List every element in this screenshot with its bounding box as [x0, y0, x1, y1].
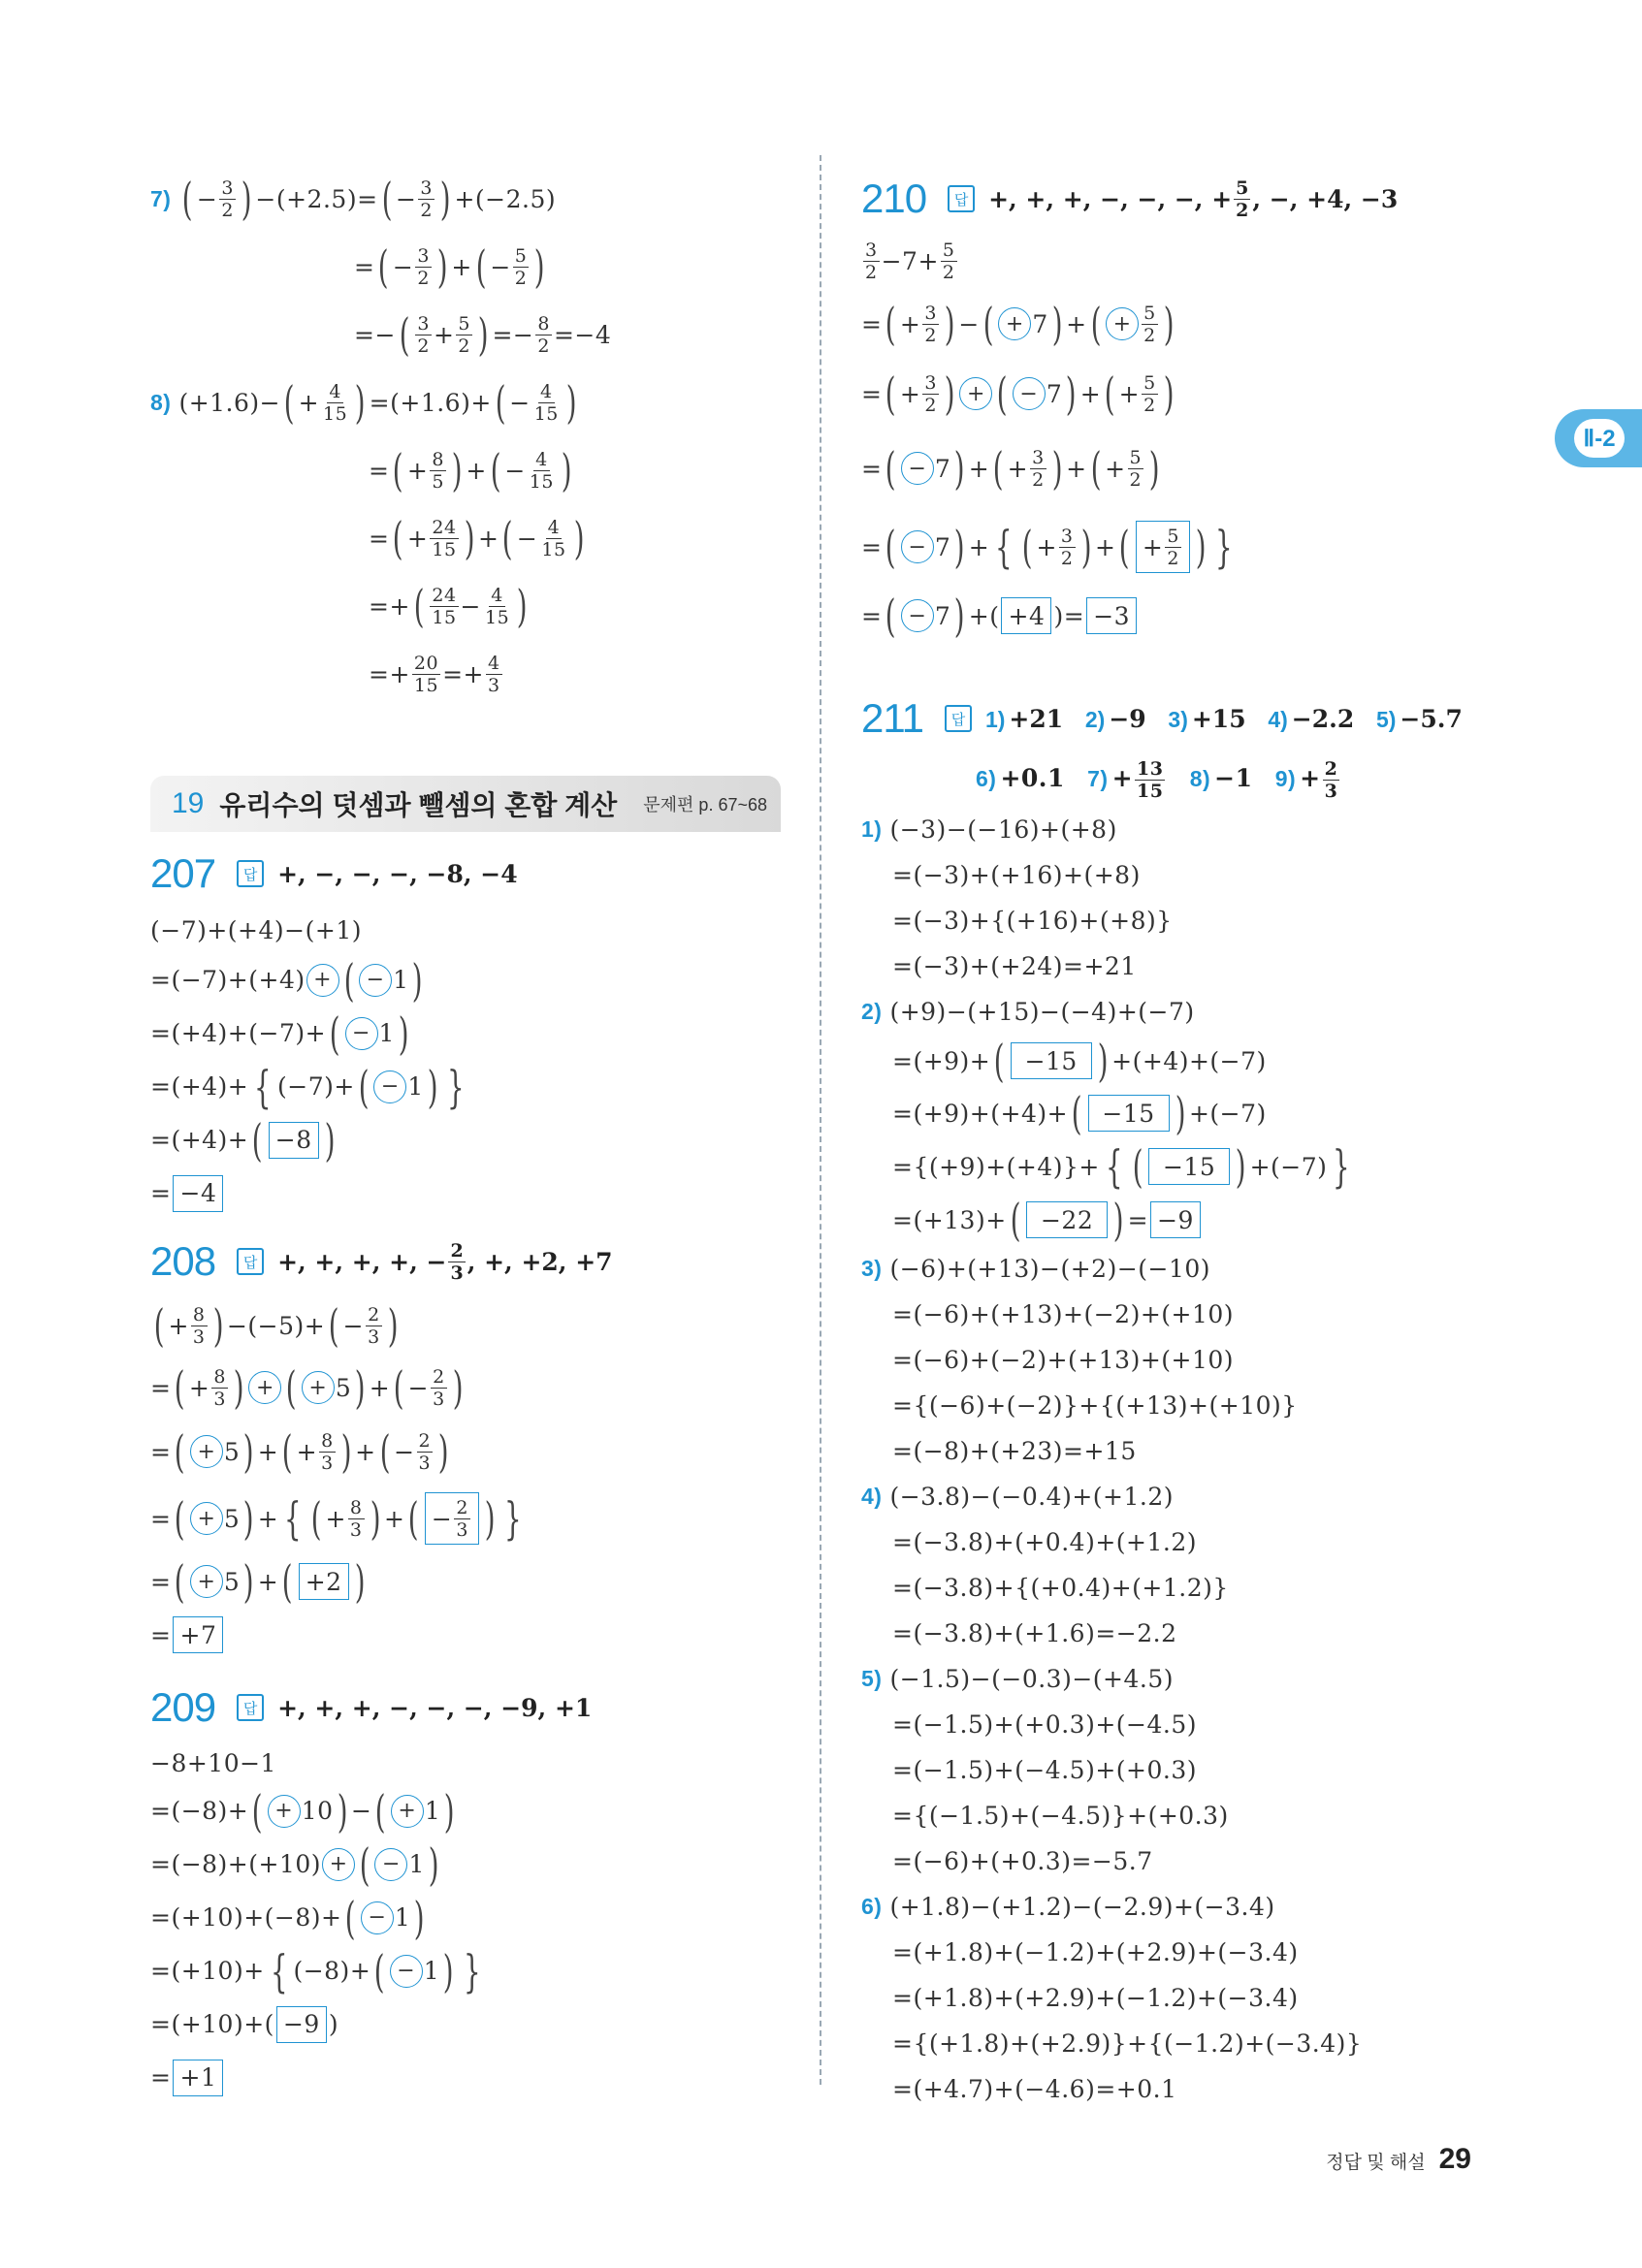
sub-label-7: 7)	[150, 185, 172, 211]
solution-line: = ( − 7 ) +( +4 )= −3	[861, 586, 1579, 646]
expr: =(−1.5)+(+0.3)+(−4.5)	[892, 1710, 1197, 1739]
answer-frac-denominator: 3	[1324, 780, 1338, 802]
section-title: 유리수의 덧셈과 뺄셈의 혼합 계산	[219, 790, 618, 820]
solution-line: 8) (+1.6)− ( + $\frac{4}{15}$ ) =(+1.6)+ ( − $\frac{4}{15}$ )	[150, 376, 577, 429]
solution-line: =+ $\frac{20}{15}$ =+ $\frac{4}{3}$	[369, 652, 500, 696]
expr: (+9)−(+15)−(−4)+(−7)	[889, 998, 1195, 1026]
expr: (−6)+(+13)−(+2)−(−10)	[889, 1255, 1211, 1283]
solution-line	[861, 1611, 1579, 1656]
problem-211-header	[861, 685, 1579, 752]
expr: (+1.8)−(+1.2)−(−2.9)+(−3.4)	[889, 1893, 1275, 1921]
solution-line	[861, 898, 1579, 943]
right-column	[861, 165, 1579, 2112]
solution-line: =(+4)+(−7)+ ( − 1 )	[150, 1006, 409, 1060]
answer-label: 1)	[984, 706, 1006, 732]
solution-line: =(+10)+(−8)+ ( − 1 )	[150, 1891, 426, 1944]
answer-value: +0.1	[1000, 763, 1065, 792]
problem-number: 210	[861, 176, 927, 221]
answer-label: 5)	[1375, 706, 1397, 732]
solution-line: $\frac{3}{2}$ −7+ $\frac{5}{2}$	[865, 239, 955, 283]
solution-line: = ( − $\frac{3}{2}$ ) + ( − $\frac{5}{2}$ )	[354, 240, 546, 293]
solution-line	[861, 1246, 1579, 1292]
answer-frac-numerator: 2	[450, 1239, 464, 1262]
solution-line	[861, 2066, 1579, 2112]
solution-line	[861, 1884, 1579, 1930]
answer-value: +	[1300, 763, 1321, 792]
solution-line: = ( − 7 ) + { ( + $\frac{3}{2}$ ) + ( + $\frac{5}{2}$ ) }	[861, 521, 1234, 573]
solution-line: = ( + $\frac{8}{5}$ ) + ( − $\frac{4}{15}$ )	[369, 444, 572, 496]
chapter-label: Ⅱ-2	[1574, 419, 1625, 458]
expr: =(−3.8)+(+0.4)+(+1.2)	[892, 1528, 1197, 1556]
solution-line	[861, 1292, 1579, 1337]
answer-value: +15	[1191, 704, 1246, 733]
answer-text-rest: , −, +4, −3	[1252, 184, 1399, 213]
problem-number: 209	[150, 1684, 216, 1730]
answer-value: −9	[1109, 704, 1146, 733]
expr: ={(−6)+(−2)}+{(+13)+(+10)}	[892, 1391, 1298, 1420]
solution-line: =− ( $\frac{3}{2}$ + $\frac{5}{2}$ ) =− $\frac{8}{2}$ =−4	[354, 308, 612, 361]
solution-line: = −4	[150, 1166, 786, 1220]
solution-line	[861, 1838, 1579, 1884]
answer-value: −5.7	[1400, 704, 1463, 733]
chapter-side-tab[interactable]	[1555, 409, 1642, 467]
solution-line	[861, 1930, 1579, 1975]
expr: ={(+1.8)+(+2.9)}+{(−1.2)+(−3.4)}	[892, 2029, 1363, 2058]
solution-line: = ( − 7 ) + ( + $\frac{3}{2}$ ) + ( + $\frac{5}{2}$ )	[861, 442, 1160, 495]
solution-line	[861, 1383, 1579, 1428]
answer-badge: 답	[948, 185, 975, 212]
answer-text: +, +, +, +, −	[277, 1247, 447, 1276]
sub-label: 2)	[861, 999, 883, 1024]
answer-label: 4)	[1268, 706, 1288, 732]
solution-line: = ( + $\frac{24}{15}$ ) + ( − $\frac{4}{15}$ )	[369, 512, 585, 564]
solution-line: ={(+9)+(+4)}+ { ( −15 ) +(−7) }	[892, 1140, 1351, 1193]
expr: =(−6)+(+13)+(−2)+(+10)	[892, 1300, 1235, 1328]
answer-badge: 답	[237, 1694, 264, 1721]
solution-line	[861, 1656, 1579, 1702]
solution-line	[861, 1519, 1579, 1565]
sub-label: 1)	[861, 816, 883, 842]
column-divider	[820, 155, 821, 2085]
section-reference: 문제편 p. 67~68	[643, 795, 767, 815]
answer-frac-denominator: 3	[450, 1262, 464, 1284]
sub-label: 3)	[861, 1256, 883, 1281]
solution-line	[861, 1565, 1579, 1611]
solution-line: =(+9)+(+4)+ ( −15 ) +(−7)	[892, 1087, 1267, 1139]
expr: (−3)−(−16)+(+8)	[889, 815, 1117, 844]
solution-line: =(−8)+(+10) + ( − 1 )	[150, 1837, 439, 1891]
answer-badge: 답	[945, 705, 972, 732]
section-header	[150, 776, 781, 832]
solution-line	[861, 2021, 1579, 2066]
answer-text: +, −, −, −, −8, −4	[277, 859, 518, 888]
problem-number: 208	[150, 1238, 216, 1284]
left-column	[150, 165, 786, 2104]
page-footer	[1326, 2143, 1471, 2176]
solution-line: = +7	[150, 1610, 786, 1660]
page-number: 29	[1438, 2143, 1471, 2175]
solution-line: =(+13)+ ( −22 ) = −9	[861, 1194, 1579, 1246]
solution-line: =(−8)+ ( + 10 ) − ( + 1 )	[150, 1784, 456, 1837]
answer-frac-numerator: 13	[1137, 757, 1164, 780]
expr: =(−3.8)+{(+0.4)+(+1.2)}	[892, 1574, 1229, 1602]
solution-line	[861, 1702, 1579, 1747]
solution-line: = ( + $\frac{8}{3}$ ) + ( + 5 ) + ( − $\frac{2}{3}$ )	[150, 1361, 464, 1414]
answer-frac-denominator: 15	[1137, 780, 1164, 802]
answer-frac-numerator: 5	[1236, 176, 1249, 199]
expr: =(+1.8)+(−1.2)+(+2.9)+(−3.4)	[892, 1938, 1299, 1966]
sub-label: 5)	[861, 1666, 883, 1691]
solution-line	[861, 1474, 1579, 1519]
answer-value: +21	[1009, 704, 1064, 733]
solution-line: 7) ( − $\frac{3}{2}$ ) −(+2.5)= ( − $\frac{3}{2}$ ) +(−2.5)	[150, 173, 557, 225]
solution-line: = ( + $\frac{3}{2}$ ) + ( − 7 ) + ( + $\frac{5}{2}$ )	[861, 367, 1175, 420]
solution-line	[861, 1428, 1579, 1474]
expr: =(−3)+(+24)=+21	[892, 952, 1137, 980]
answer-value: +	[1111, 763, 1134, 792]
answer-value: −2.2	[1291, 704, 1355, 733]
expr: =(−8)+(+23)=+15	[892, 1437, 1137, 1465]
solution-line	[861, 989, 1579, 1035]
solution-line	[861, 1337, 1579, 1383]
answer-label: 2)	[1084, 706, 1106, 732]
solution-line: =(+9)+ ( −15 ) +(+4)+(−7)	[892, 1035, 1267, 1087]
sub-label-8: 8)	[150, 389, 172, 415]
answer-text-rest: , +, +2, +7	[467, 1247, 613, 1276]
expr: =(−3)+{(+16)+(+8)}	[892, 907, 1173, 935]
expr: =(−1.5)+(−4.5)+(+0.3)	[892, 1756, 1197, 1784]
problem-208-header	[150, 1228, 786, 1295]
expr: =(−3)+(+16)+(+8)	[892, 861, 1141, 889]
solution-line: =(+10)+ { (−8)+ ( − 1 ) }	[150, 1944, 481, 1997]
solution-line: =+ ( $\frac{24}{15}$ − $\frac{4}{15}$ )	[369, 580, 528, 632]
expr: =(−6)+(+0.3)=−5.7	[892, 1847, 1153, 1875]
solution-line: (−7)+(+4)−(+1)	[150, 916, 362, 944]
problem-number: 211	[861, 695, 923, 741]
answer-badge: 답	[237, 1248, 264, 1275]
problem-number: 207	[150, 850, 216, 896]
solution-line: = ( + 5 ) + { ( + $\frac{8}{3}$ ) + ( − $\frac{2}{3}$ ) }	[150, 1492, 523, 1545]
solution-line	[861, 1793, 1579, 1838]
expr: =(−6)+(−2)+(+13)+(+10)	[892, 1346, 1235, 1374]
solution-line: ( + $\frac{8}{3}$ ) −(−5)+ ( − $\frac{2}{3}$ )	[153, 1299, 399, 1352]
sub-label: 4)	[861, 1484, 883, 1509]
answer-frac-denominator: 2	[1236, 199, 1249, 221]
answer-label: 8)	[1189, 765, 1211, 791]
problem-210-header	[861, 165, 1579, 233]
answer-label: 9)	[1274, 765, 1297, 791]
expr: (−3.8)−(−0.4)+(+1.2)	[889, 1483, 1174, 1511]
solution-line: =(+4)+ { (−7)+ ( − 1 ) }	[150, 1060, 465, 1113]
solution-line: = ( + 5 ) + ( + $\frac{8}{3}$ ) + ( − $\frac{2}{3}$ )	[150, 1425, 449, 1478]
footer-text: 정답 및 해설	[1326, 2153, 1426, 2173]
solution-line: =(+4)+ ( −8 )	[150, 1113, 336, 1166]
section-number: 19	[172, 787, 205, 819]
solution-line	[861, 807, 1579, 852]
answer-label: 3)	[1168, 706, 1188, 732]
solution-line: = ( + 5 ) + ( +2 )	[150, 1555, 366, 1608]
expr: (−1.5)−(−0.3)−(+4.5)	[889, 1665, 1174, 1693]
solution-line: = ( + $\frac{3}{2}$ ) − ( + 7 ) + ( + $\frac{5}{2}$ )	[861, 298, 1175, 350]
solution-line: =(+10)+( −9 )	[150, 1997, 786, 2051]
solution-line: −8+10−1	[150, 1748, 276, 1777]
answer-value: −1	[1214, 763, 1253, 792]
problem-209-header	[150, 1674, 786, 1741]
answer-frac-numerator: 2	[1324, 757, 1338, 780]
answer-label: 7)	[1087, 765, 1109, 791]
solution-line	[861, 1975, 1579, 2021]
problem-207-header	[150, 840, 786, 908]
solution-line	[861, 943, 1579, 989]
solution-line: =(−7)+(+4) + ( − 1 )	[150, 953, 424, 1006]
answer-text: +, +, +, −, −, −, −9, +1	[277, 1693, 593, 1722]
answer-line-2	[861, 752, 1579, 807]
solution-line	[861, 1747, 1579, 1793]
expr: =(+4.7)+(−4.6)=+0.1	[892, 2075, 1177, 2103]
expr: =(+1.8)+(+2.9)+(−1.2)+(−3.4)	[892, 1984, 1299, 2012]
solution-line	[861, 852, 1579, 898]
expr: =(−3.8)+(+1.6)=−2.2	[892, 1619, 1177, 1647]
answer-label: 6)	[976, 765, 997, 791]
expr: ={(−1.5)+(−4.5)}+(+0.3)	[892, 1802, 1229, 1830]
sub-label: 6)	[861, 1894, 883, 1919]
answer-text: +, +, +, −, −, −, +	[988, 184, 1233, 213]
solution-line: = +1	[150, 2051, 786, 2104]
answer-badge: 답	[237, 860, 264, 887]
